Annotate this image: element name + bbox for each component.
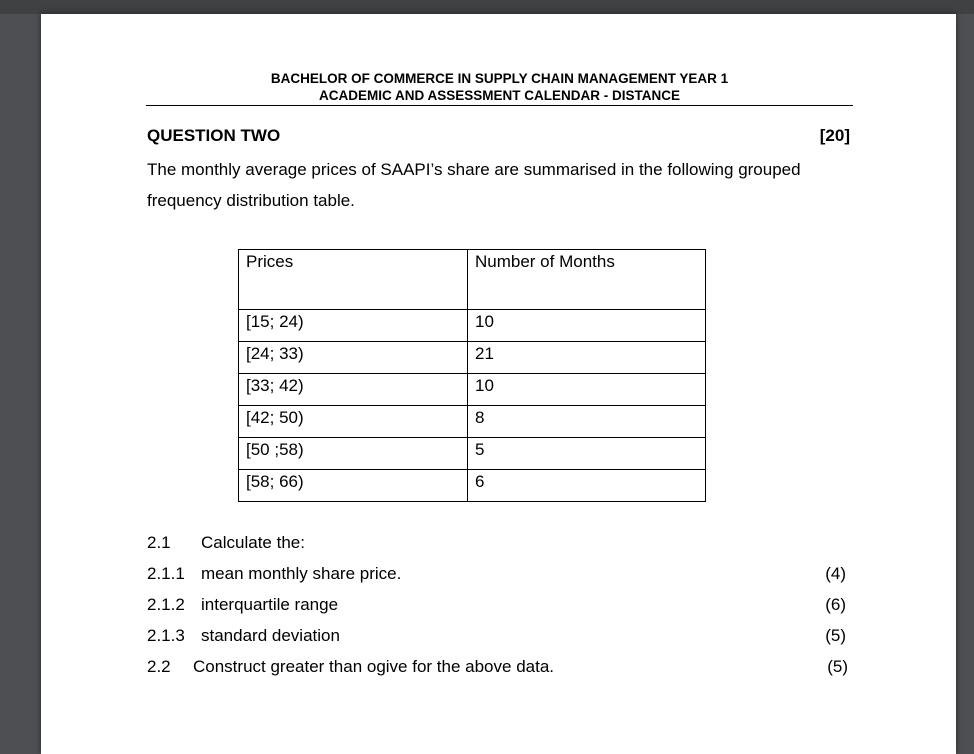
table-cell-price: [50 ;58) [239,438,468,470]
subquestion-text: interquartile range [201,595,339,614]
subquestion-number: 2.1 [147,533,171,552]
subquestion-2-1-2 [147,595,338,615]
question-total-marks: [20] [819,126,850,145]
table-cell-price: [24; 33) [239,342,468,374]
table-row [239,374,706,406]
table-row [239,342,706,374]
question-title: QUESTION TWO [147,126,281,145]
viewer-top-bar [0,0,974,14]
table-row [239,470,706,502]
subquestion-number: 2.1.1 [147,564,185,583]
subquestion-marks: (5) [825,626,846,645]
subquestion-2-2 [147,657,554,677]
subquestion-marks: (4) [825,564,846,583]
table-cell-price: [42; 50) [239,406,468,438]
table-cell-months: 8 [468,406,706,438]
document-page [41,14,956,754]
table-header-months: Number of Months [468,250,706,310]
subquestion-number: 2.1.3 [147,626,185,645]
subquestion-number: 2.2 [147,657,171,676]
subquestion-marks: (6) [825,595,846,614]
document-header [146,70,853,104]
question-intro: The monthly average prices of SAAPI’s share are summarised in the following grouped frequency distribution table. [147,160,801,210]
table-row [239,310,706,342]
table-row [239,438,706,470]
table-cell-price: [33; 42) [239,374,468,406]
table-row [239,406,706,438]
table-cell-months: 10 [468,374,706,406]
table-header-prices: Prices [239,250,468,310]
subquestion-number: 2.1.2 [147,595,185,614]
table-cell-price: [15; 24) [239,310,468,342]
subquestion-2-1 [147,533,305,553]
table-header-row [239,250,706,310]
frequency-table [238,249,706,502]
table-cell-months: 21 [468,342,706,374]
subquestion-text: mean monthly share price. [201,564,402,583]
table-cell-months: 5 [468,438,706,470]
header-line-2: ACADEMIC AND ASSESSMENT CALENDAR - DISTANCE [318,88,680,103]
subquestion-2-1-3 [147,626,340,646]
header-line-1: BACHELOR OF COMMERCE IN SUPPLY CHAIN MANAGEMENT YEAR 1 [270,71,729,86]
subquestion-text: standard deviation [201,626,340,645]
table-cell-price: [58; 66) [239,470,468,502]
header-divider [146,105,853,106]
subquestion-marks: (5) [827,657,848,676]
table-cell-months: 10 [468,310,706,342]
table-cell-months: 6 [468,470,706,502]
subquestion-text: Construct greater than ogive for the above data. [193,657,555,676]
subquestion-text: Calculate the: [201,533,305,552]
subquestion-2-1-1 [147,564,401,584]
